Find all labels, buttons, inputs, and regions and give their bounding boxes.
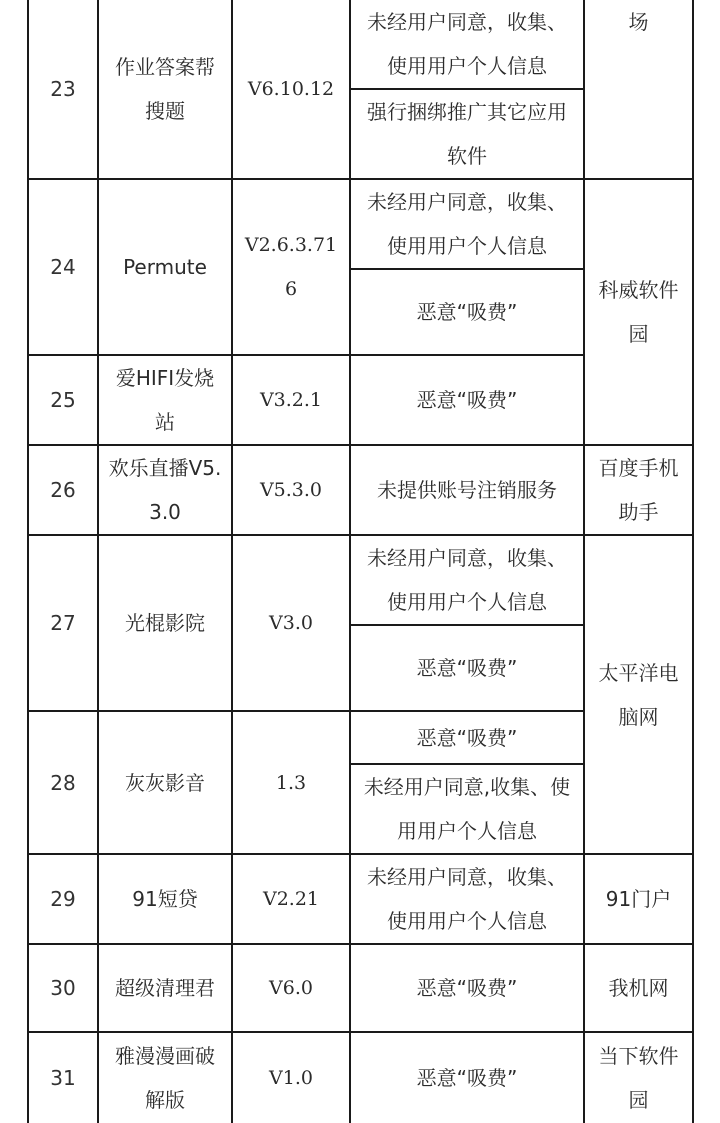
issue-cell: 恶意“吸费”	[350, 355, 584, 445]
app-name: 超级清理君	[98, 944, 232, 1032]
app-name: 光棍影院	[98, 535, 232, 711]
issue-cell: 未经用户同意,收集、使用用户个人信息	[350, 764, 584, 854]
issue-cell: 恶意“吸费”	[350, 625, 584, 711]
app-name: 作业答案帮搜题	[98, 0, 232, 179]
store-name: 当下软件园	[584, 1032, 693, 1123]
issue-cell: 恶意“吸费”	[350, 711, 584, 764]
row-number: 26	[28, 445, 98, 535]
row-number: 28	[28, 711, 98, 854]
row-number: 23	[28, 0, 98, 179]
store-name: 场	[584, 0, 693, 179]
app-version: 1.3	[232, 711, 350, 854]
issue-cell: 强行捆绑推广其它应用软件	[350, 89, 584, 179]
app-name: Permute	[98, 179, 232, 355]
issue-cell: 未经用户同意，收集、使用用户个人信息	[350, 854, 584, 944]
app-violation-table	[27, 0, 694, 1123]
app-name: 爱HIFI发烧站	[98, 355, 232, 445]
app-name: 雅漫漫画破解版	[98, 1032, 232, 1123]
app-version: V2.6.3.716	[232, 179, 350, 355]
table-row	[28, 0, 693, 89]
app-version: V2.21	[232, 854, 350, 944]
store-name: 科威软件园	[584, 179, 693, 445]
app-version: V3.0	[232, 535, 350, 711]
app-name: 欢乐直播V5.3.0	[98, 445, 232, 535]
app-version: V3.2.1	[232, 355, 350, 445]
row-number: 30	[28, 944, 98, 1032]
row-number: 29	[28, 854, 98, 944]
app-version: V6.0	[232, 944, 350, 1032]
table-row	[28, 535, 693, 625]
table-row	[28, 944, 693, 1032]
app-version: V1.0	[232, 1032, 350, 1123]
table-row	[28, 854, 693, 944]
store-name: 百度手机助手	[584, 445, 693, 535]
issue-cell: 恶意“吸费”	[350, 1032, 584, 1123]
issue-cell: 未经用户同意，收集、使用用户个人信息	[350, 0, 584, 89]
table-row	[28, 445, 693, 535]
app-version: V5.3.0	[232, 445, 350, 535]
row-number: 25	[28, 355, 98, 445]
issue-cell: 未经用户同意，收集、使用用户个人信息	[350, 179, 584, 269]
row-number: 31	[28, 1032, 98, 1123]
issue-cell: 未经用户同意，收集、使用用户个人信息	[350, 535, 584, 625]
store-name: 太平洋电脑网	[584, 535, 693, 854]
table-row	[28, 179, 693, 269]
issue-cell: 恶意“吸费”	[350, 944, 584, 1032]
table-row	[28, 1032, 693, 1123]
store-name: 91门户	[584, 854, 693, 944]
issue-cell: 未提供账号注销服务	[350, 445, 584, 535]
app-name: 灰灰影音	[98, 711, 232, 854]
store-name: 我机网	[584, 944, 693, 1032]
row-number: 27	[28, 535, 98, 711]
app-name: 91短贷	[98, 854, 232, 944]
app-version: V6.10.12	[232, 0, 350, 179]
row-number: 24	[28, 179, 98, 355]
issue-cell: 恶意“吸费”	[350, 269, 584, 355]
